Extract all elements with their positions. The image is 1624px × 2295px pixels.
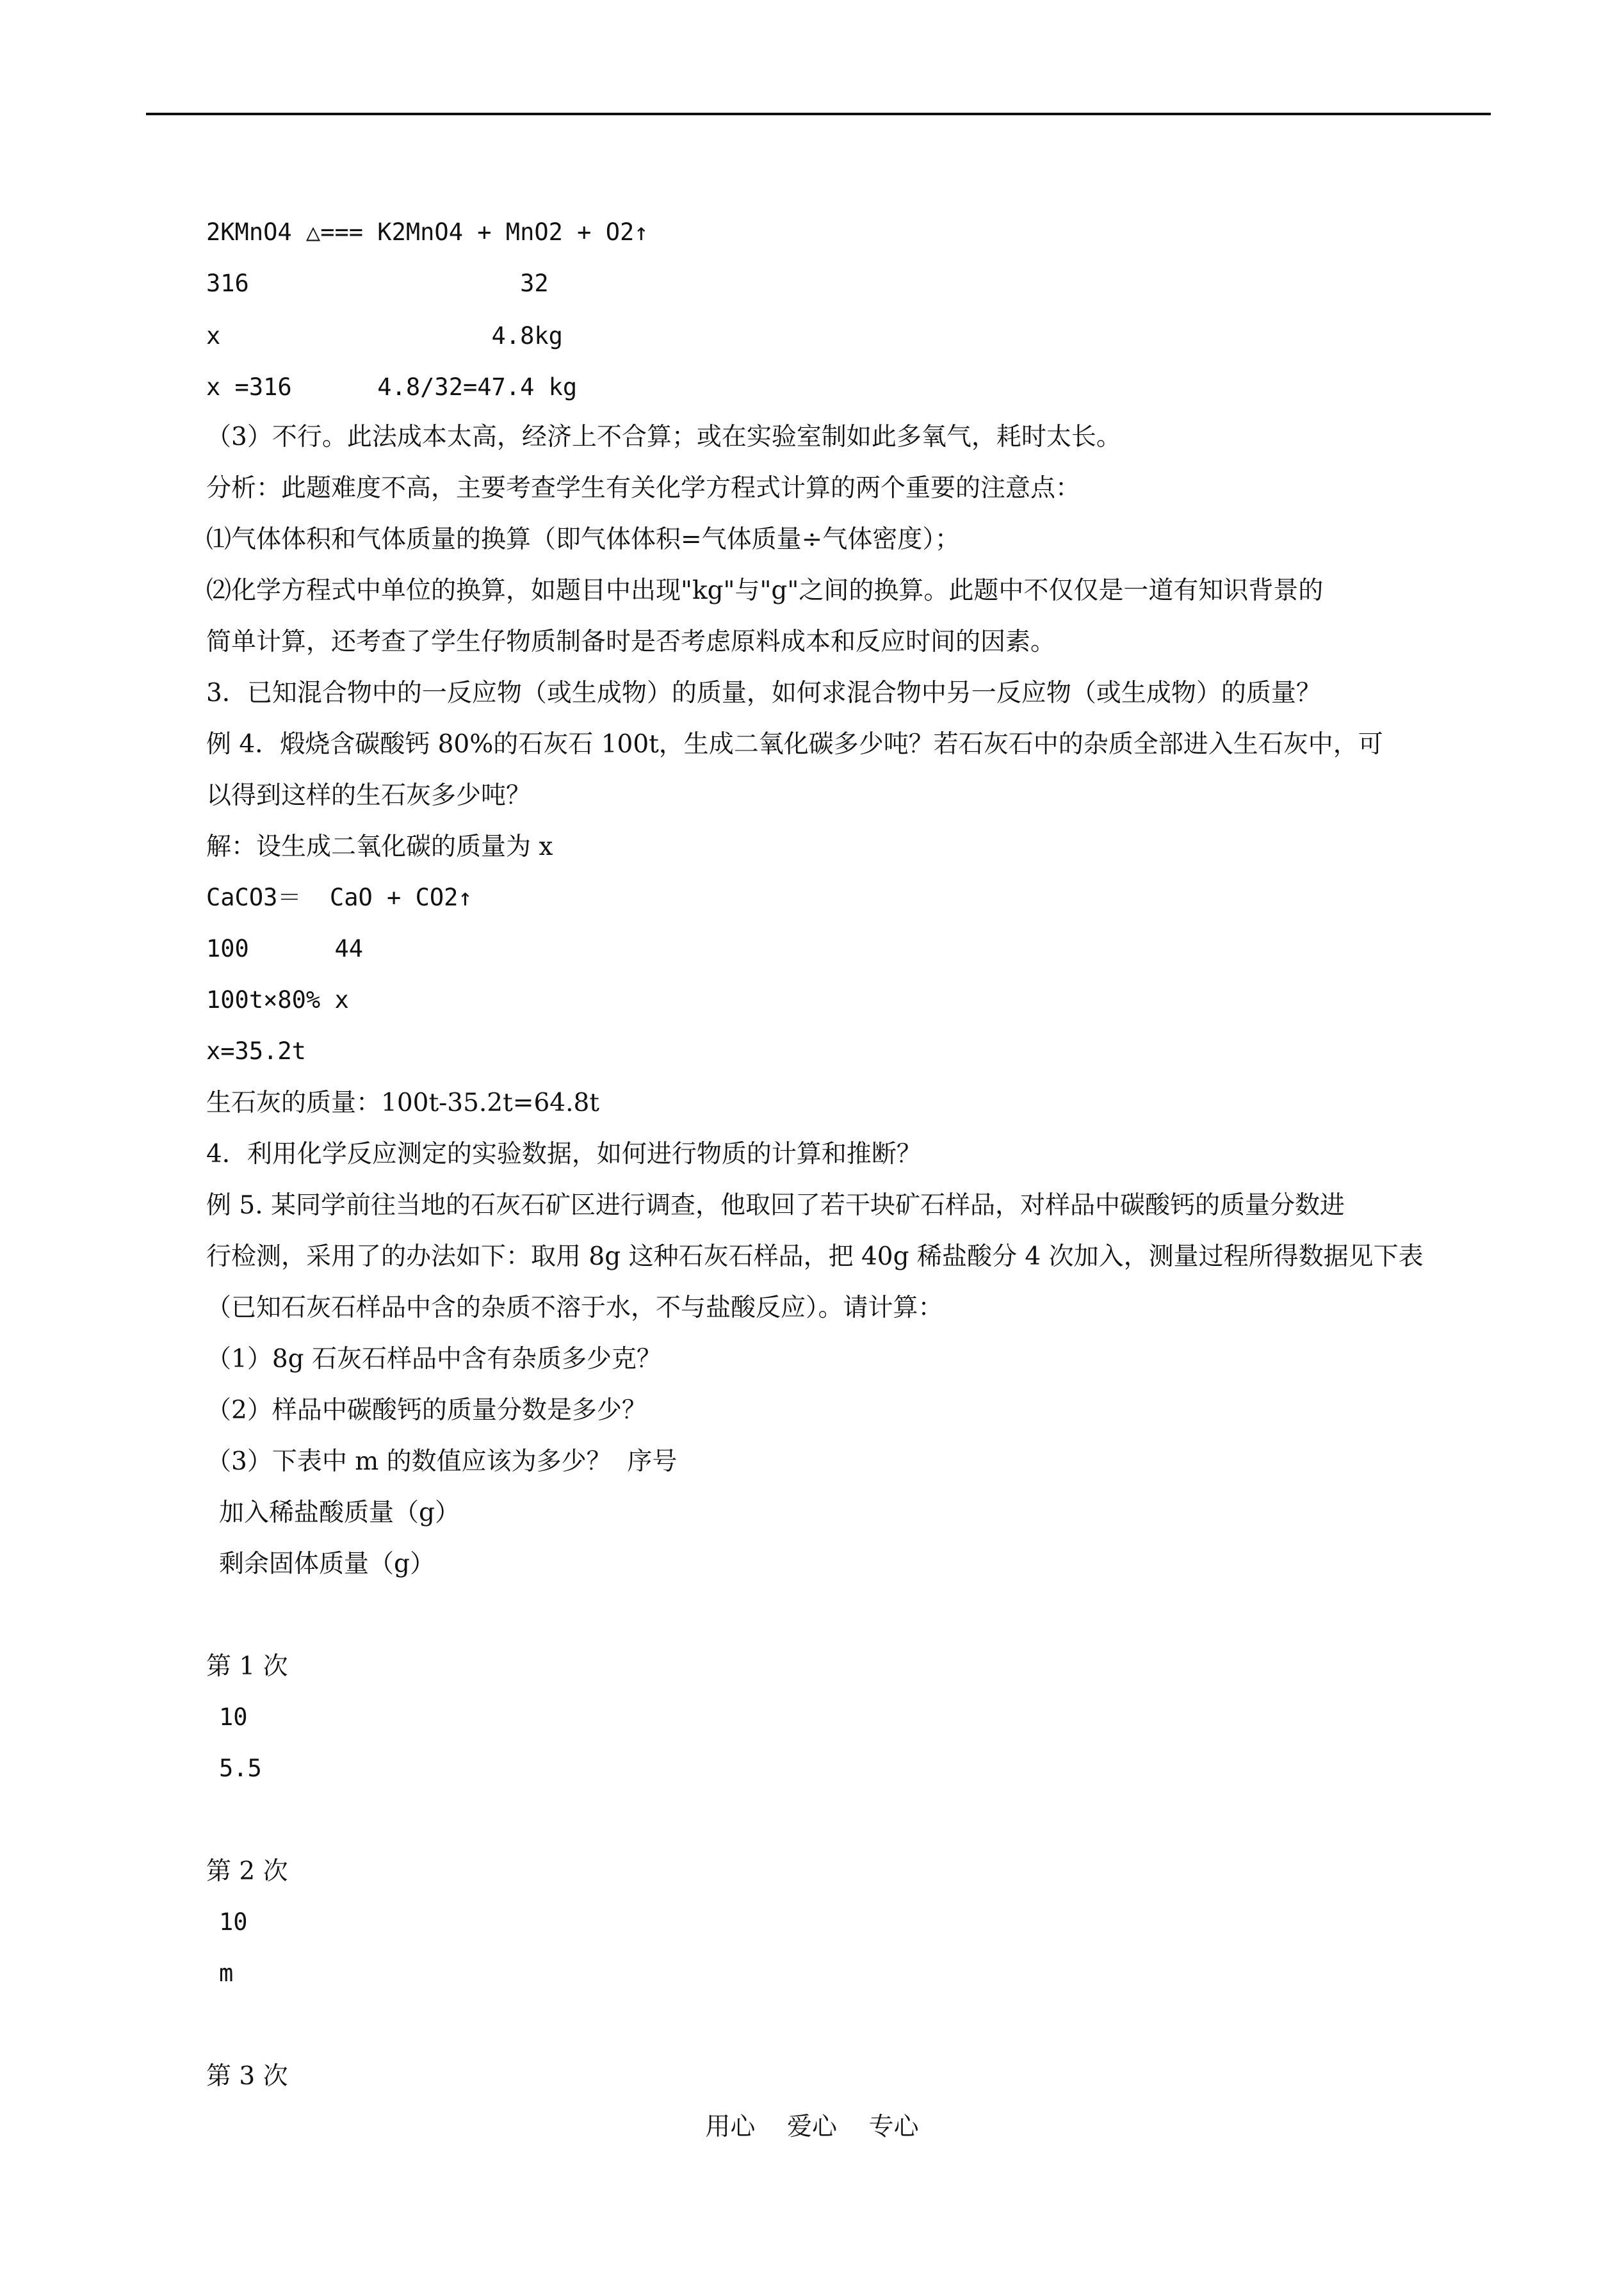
question: （3）下表中 m 的数值应该为多少？ 序号 — [206, 1447, 678, 1476]
equation-kmno4: 2KMnO4 △=== K2MnO4 + MnO2 + O2↑ — [206, 218, 649, 246]
equation-line: 100t×80% x — [206, 986, 349, 1014]
paragraph: 生石灰的质量：100t-35.2t=64.8t — [206, 1089, 599, 1117]
table-header: 剩余固体质量（g） — [219, 1550, 435, 1578]
paragraph: 例 5. 某同学前往当地的石灰石矿区进行调查，他取回了若干块矿石样品，对样品中碳酸钙的质量分数进 — [206, 1191, 1345, 1220]
paragraph: ⑴气体体积和气体质量的换算（即气体体积=气体质量÷气体密度）； — [206, 525, 960, 554]
paragraph: 简单计算，还考查了学生仔物质制备时是否考虑原料成本和反应时间的因素。 — [206, 628, 1056, 656]
table-cell: 5.5 — [219, 1755, 262, 1782]
equation-line: x 4.8kg — [206, 322, 563, 350]
equation-result: x =316 4.8/32=47.4 kg — [206, 373, 578, 401]
paragraph: （已知石灰石样品中含的杂质不溶于水，不与盐酸反应）。请计算： — [206, 1293, 943, 1322]
equation-line: 100 44 — [206, 935, 364, 962]
paragraph: 分析：此题难度不高，主要考查学生有关化学方程式计算的两个重要的注意点： — [206, 474, 1081, 503]
table-header: 加入稀盐酸质量（g） — [219, 1498, 460, 1527]
table-cell: 10 — [219, 1703, 248, 1731]
table-row-label: 第 2 次 — [206, 1857, 288, 1886]
table-row-label: 第 1 次 — [206, 1652, 288, 1681]
paragraph: （3）不行。此法成本太高，经济上不合算；或在实验室制如此多氧气，耗时太长。 — [206, 423, 1121, 451]
paragraph: ⑵化学方程式中单位的换算，如题目中出现"kg"与"g"之间的换算。此题中不仅仅是一道有知识背景的 — [206, 576, 1324, 605]
table-cell: 10 — [219, 1908, 248, 1936]
header-rule — [146, 113, 1491, 115]
paragraph: 解：设生成二氧化碳的质量为 x — [206, 832, 553, 861]
equation-caco3: CaCO3＝ CaO + CO2↑ — [206, 884, 473, 911]
table-row-label: 第 3 次 — [206, 2062, 288, 2091]
section-heading: 4．利用化学反应测定的实验数据，如何进行物质的计算和推断？ — [206, 1140, 922, 1169]
question: （2）样品中碳酸钙的质量分数是多少？ — [206, 1396, 647, 1425]
question: （1）8g 石灰石样品中含有杂质多少克？ — [206, 1345, 662, 1374]
equation-line: 316 32 — [206, 270, 549, 297]
paragraph: 行检测，采用了的办法如下：取用 8g 这种石灰石样品，把 40g 稀盐酸分 4 次加入，测量过程所得数据见下表 — [206, 1242, 1424, 1271]
table-cell: m — [219, 1959, 234, 1987]
page-footer: 用心 爱心 专心 — [705, 2113, 919, 2141]
section-heading: 3．已知混合物中的一反应物（或生成物）的质量，如何求混合物中另一反应物（或生成物）的质量？ — [206, 679, 1321, 708]
paragraph: 例 4．煅烧含碳酸钙 80%的石灰石 100t，生成二氧化碳多少吨？若石灰石中的杂质全部进入生石灰中，可 — [206, 730, 1383, 759]
equation-result: x=35.2t — [206, 1037, 306, 1065]
paragraph: 以得到这样的生石灰多少吨？ — [206, 781, 532, 810]
